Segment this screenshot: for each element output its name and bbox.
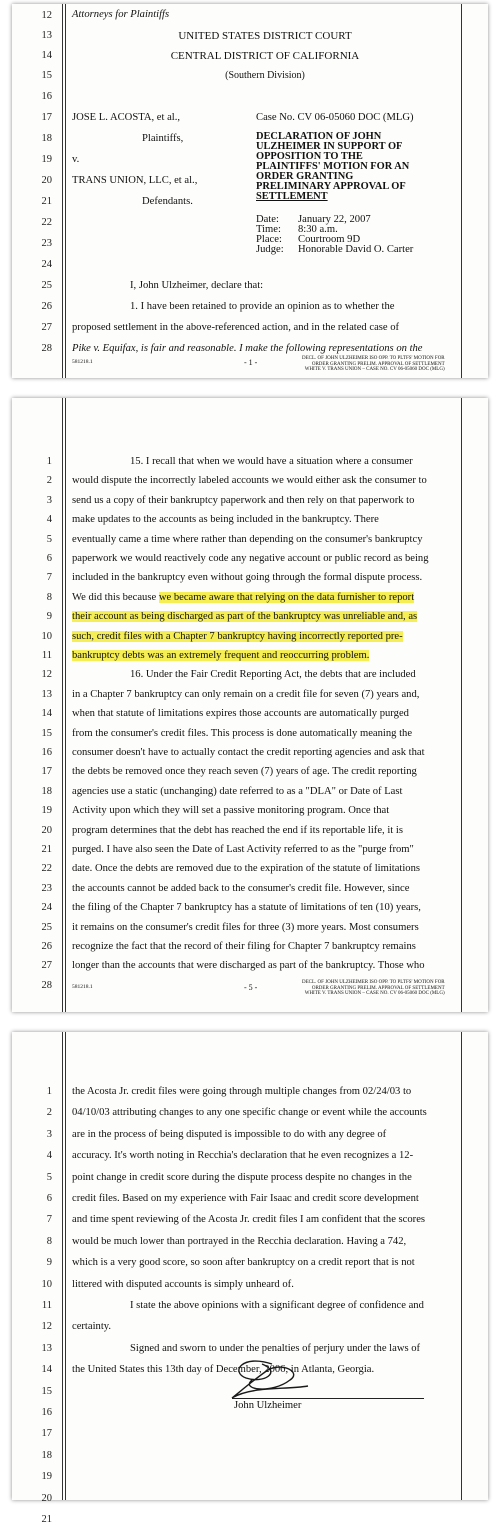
hearing-value: 8:30 a.m. — [298, 224, 338, 235]
hearing-label: Time: — [256, 224, 281, 235]
court-name: UNITED STATES DISTRICT COURT — [178, 30, 352, 42]
line-number: 14 — [41, 50, 52, 61]
body-line: program determines that the debt has reached the end if its reportable life, it is — [72, 824, 403, 836]
line-number: 17 — [41, 766, 52, 778]
line-number: 24 — [41, 902, 52, 914]
case-number: Case No. CV 06-05060 DOC (MLG) — [256, 112, 414, 123]
document-page-5 — [12, 398, 488, 1012]
line-number: 6 — [46, 1193, 52, 1204]
line-number: 11 — [41, 1300, 52, 1311]
body-line: bankruptcy debts was an extremely frequent and reoccurring problem. — [72, 650, 370, 661]
line-number: 8 — [46, 1235, 52, 1247]
line-number: 16 — [41, 1407, 52, 1418]
line-number: 17 — [41, 1428, 52, 1440]
body-line: would dispute the incorrectly labeled accounts we would either ask the consumer to — [72, 475, 427, 487]
hearing-label: Date: — [256, 214, 279, 225]
line-number: 9 — [46, 611, 52, 623]
line-number: 12 — [41, 669, 52, 681]
line-number: 6 — [46, 553, 52, 564]
line-number: 20 — [41, 1492, 52, 1504]
line-number: 23 — [41, 238, 52, 249]
line-number: 12 — [41, 1321, 52, 1333]
line-number: 7 — [46, 572, 52, 584]
line-number: 8 — [46, 591, 52, 603]
court-division: (Southern Division) — [225, 70, 305, 81]
hearing-label: Place: — [256, 234, 282, 245]
hearing-value: Courtroom 9D — [298, 234, 361, 245]
line-number: 1 — [46, 1086, 52, 1097]
line-number: 15 — [41, 1385, 52, 1397]
line-number: 5 — [46, 533, 52, 545]
left-margin-rule — [62, 398, 66, 1012]
body-line: the United States this 13th day of December, 2006, in Atlanta, Georgia. — [72, 1364, 375, 1376]
title-line: DECLARATION OF JOHN — [256, 131, 382, 142]
title-line: SETTLEMENT — [256, 191, 328, 202]
body-line: in a Chapter 7 bankruptcy can only remain on a credit file for seven (7) years and, — [72, 688, 420, 700]
line-number: 5 — [46, 1171, 52, 1183]
body-line: certainty. — [72, 1321, 112, 1333]
line-number: 28 — [41, 979, 52, 991]
right-margin-rule — [461, 398, 462, 1012]
line-number: 4 — [46, 514, 52, 526]
line-number: 22 — [41, 217, 52, 228]
body-line: 16. Under the Fair Credit Reporting Act, the debts that are included — [130, 669, 416, 681]
body-line: send us a copy of their bankruptcy paperwork and then rely on that paperwork to — [72, 494, 415, 506]
footer-caption-line: WHITE V. TRANS UNION – CASE NO. CV 06-05060 DOC (MLG) — [304, 367, 445, 372]
signer-name: John Ulzheimer — [234, 1400, 302, 1411]
line-number: 10 — [41, 1278, 52, 1290]
body-line: longer than the accounts that were discharged as part of the bankruptcy. Those who — [72, 960, 425, 972]
defendant-role: Defendants. — [142, 196, 193, 207]
left-margin-rule — [62, 4, 66, 378]
body-text: We did this because — [72, 591, 159, 603]
line-number: 4 — [46, 1150, 52, 1162]
title-line: PLAINTIFFS' MOTION FOR AN — [256, 161, 410, 172]
body-line: Activity upon which they will set a passive monitoring program. Once that — [72, 805, 390, 817]
document-page-signature — [12, 1032, 488, 1525]
title-line: ULZHEIMER IN SUPPORT OF — [256, 141, 403, 152]
line-number: 18 — [41, 1449, 52, 1461]
title-line: ORDER GRANTING — [256, 171, 354, 182]
body-line: from the consumer's credit files. This process is done automatically meaning the — [72, 727, 413, 739]
line-number: 14 — [41, 708, 52, 720]
body-line: consumer doesn't have to actually contact the credit reporting agencies and ask that — [72, 747, 425, 758]
line-number: 12 — [41, 10, 52, 21]
footer-caption — [302, 356, 445, 373]
body-line: their account as being discharged as part of the bankruptcy was unreliable and, as — [72, 611, 418, 623]
line-number: 27 — [41, 322, 52, 333]
footer-caption-line: DECL. OF JOHN ULZHEIMER ISO OPP. TO PLTFS' MOTION FOR — [302, 356, 445, 361]
body-line: included in the bankruptcy even without going through the formal dispute process. — [72, 572, 423, 584]
footer-caption-line: DECL. OF JOHN ULZHEIMER ISO OPP. TO PLTFS' MOTION FOR — [302, 980, 445, 985]
body-line: point change in credit score during the dispute process despite no changes in the — [72, 1171, 412, 1183]
line-number: 16 — [41, 747, 52, 758]
body-line: and time spent reviewing of the Acosta Jr. credit files I am confident that the scores — [72, 1214, 426, 1226]
line-number: 19 — [41, 154, 52, 165]
body-line: 04/10/03 attributing changes to any one specific change or event while the accounts — [72, 1107, 427, 1119]
line-number: 9 — [46, 1257, 52, 1269]
signature-line — [232, 1398, 424, 1399]
line-number: 24 — [41, 259, 52, 270]
right-margin-rule — [461, 4, 462, 378]
line-number: 10 — [41, 630, 52, 642]
line-number: 2 — [46, 475, 52, 487]
body-line: 1. I have been retained to provide an opinion as to whether the — [130, 301, 395, 312]
footer-page-number: - 5 - — [244, 983, 258, 992]
body-line: 15. I recall that when we would have a situation where a consumer — [130, 456, 413, 467]
line-number: 7 — [46, 1214, 52, 1226]
body-line: recognize the fact that the record of their filing for Chapter 7 bankruptcy remains — [72, 941, 416, 952]
line-number: 14 — [41, 1364, 52, 1376]
line-number: 13 — [41, 1342, 52, 1354]
body-line: accuracy. It's worth noting in Recchia's declaration that he even recognizes a 12- — [72, 1150, 414, 1162]
body-line: proposed settlement in the above-referenced action, and in the related case of — [72, 322, 400, 333]
footer-caption-line: ORDER GRANTING PRELIM. APPROVAL OF SETTLEMENT — [311, 361, 445, 367]
body-line: I state the above opinions with a significant degree of confidence and — [130, 1300, 424, 1311]
body-line: paperwork we would reactively code any negative account or public record as being — [72, 553, 429, 564]
line-number: 28 — [41, 343, 52, 354]
body-line: eventually came a time where rather than depending on the consumer's bankruptcy — [72, 533, 423, 545]
declaration-opening: I, John Ulzheimer, declare that: — [130, 280, 264, 291]
footer-page-number: - 1 - — [244, 358, 258, 367]
body-line: purged. I have also seen the Date of Last Activity referred to as the "purge from" — [72, 844, 414, 855]
line-number: 16 — [41, 91, 52, 102]
line-number: 18 — [41, 785, 52, 797]
line-number: 15 — [41, 727, 52, 739]
line-number: 17 — [41, 112, 52, 123]
document-page-1 — [12, 4, 488, 378]
line-number: 22 — [41, 863, 52, 875]
highlighted-text: we became aware that relying on the data furnisher to report — [158, 591, 415, 603]
body-line: such, credit files with a Chapter 7 bankruptcy having incorrectly reported pre- — [72, 630, 403, 642]
footer-doc-id: 581218.1 — [72, 984, 93, 990]
hearing-value: Honorable David O. Carter — [298, 244, 414, 255]
footer-caption — [302, 980, 445, 997]
body-line: date. Once the debts are removed due to the expiration of the statute of limitations — [72, 863, 421, 875]
line-number: 21 — [41, 196, 52, 207]
body-line: would be much lower than portrayed in the Recchia declaration. Having a 742, — [72, 1235, 407, 1247]
line-number: 21 — [41, 844, 52, 855]
footer-caption-line: WHITE V. TRANS UNION – CASE NO. CV 06-05060 DOC (MLG) — [304, 991, 445, 996]
footer-caption-line: ORDER GRANTING PRELIM. APPROVAL OF SETTLEMENT — [311, 985, 445, 991]
body-line: the filing of the Chapter 7 bankruptcy has a statute of limitations of ten (10) years, — [72, 902, 421, 914]
line-number: 27 — [41, 960, 52, 972]
line-number: 25 — [41, 921, 52, 933]
body-line: the Acosta Jr. credit files were going through multiple changes from 02/24/03 to — [72, 1086, 412, 1097]
body-line: agencies use a static (unchanging) date referred to as a "DLA" or Date of Last — [72, 785, 403, 797]
plaintiff-role: Plaintiffs, — [142, 133, 184, 144]
body-line — [72, 592, 414, 603]
footer-doc-id: 581218.1 — [72, 359, 93, 365]
line-number: 3 — [46, 1128, 52, 1140]
plaintiff-name: JOSE L. ACOSTA, et al., — [72, 112, 181, 123]
court-district: CENTRAL DISTRICT OF CALIFORNIA — [170, 50, 360, 62]
line-number: 19 — [41, 805, 52, 817]
line-number: 23 — [41, 882, 52, 894]
hearing-label: Judge: — [256, 244, 284, 255]
line-number: 26 — [41, 301, 52, 312]
line-number: 18 — [41, 133, 52, 144]
hearing-info — [256, 215, 413, 255]
right-margin-rule — [461, 1032, 462, 1500]
line-number: 13 — [41, 688, 52, 700]
hearing-value: January 22, 2007 — [298, 214, 371, 225]
line-number: 13 — [41, 30, 52, 41]
line-number: 21 — [41, 1514, 52, 1525]
declaration-title — [256, 132, 409, 202]
line-number: 25 — [41, 280, 52, 291]
title-line: OPPOSITION TO THE — [256, 151, 363, 162]
line-number: 1 — [46, 456, 52, 467]
body-line: when that statute of limitations expires those accounts are automatically purged — [72, 708, 409, 720]
body-line: are in the process of being disputed is impossible to do with any degree of — [72, 1128, 387, 1140]
body-line: littered with disputed accounts is simply unheard of. — [72, 1278, 294, 1290]
line-number: 2 — [46, 1107, 52, 1119]
line-number: 11 — [41, 650, 52, 661]
attorney-header: Attorneys for Plaintiffs — [72, 9, 170, 20]
versus: v. — [72, 154, 80, 165]
line-number: 15 — [41, 70, 52, 81]
title-line: PRELIMINARY APPROVAL OF — [256, 181, 406, 192]
body-line: it remains on the consumer's credit files for three (3) more years. Most consumers — [72, 921, 419, 933]
defendant-name: TRANS UNION, LLC, et al., — [72, 175, 198, 186]
left-margin-rule — [62, 1032, 66, 1500]
body-line: Signed and sworn to under the penalties of perjury under the laws of — [130, 1342, 421, 1354]
body-line: the accounts cannot be added back to the consumer's credit file. However, since — [72, 882, 410, 894]
body-line: which is a very good score, so soon after bankruptcy on a credit report that is not — [72, 1257, 415, 1269]
body-line: make updates to the accounts as being included in the bankruptcy. There — [72, 514, 379, 526]
body-line: Pike v. Equifax, is fair and reasonable. I make the following representations on the — [72, 343, 423, 354]
line-number: 19 — [41, 1471, 52, 1483]
body-line: the debts be removed once they reach seven (7) years of age. The credit reporting — [72, 766, 417, 778]
line-number: 20 — [41, 175, 52, 186]
body-line: credit files. Based on my experience with Fair Isaac and credit score development — [72, 1193, 419, 1204]
line-number: 20 — [41, 824, 52, 836]
line-number: 3 — [46, 494, 52, 506]
line-number: 26 — [41, 941, 52, 952]
